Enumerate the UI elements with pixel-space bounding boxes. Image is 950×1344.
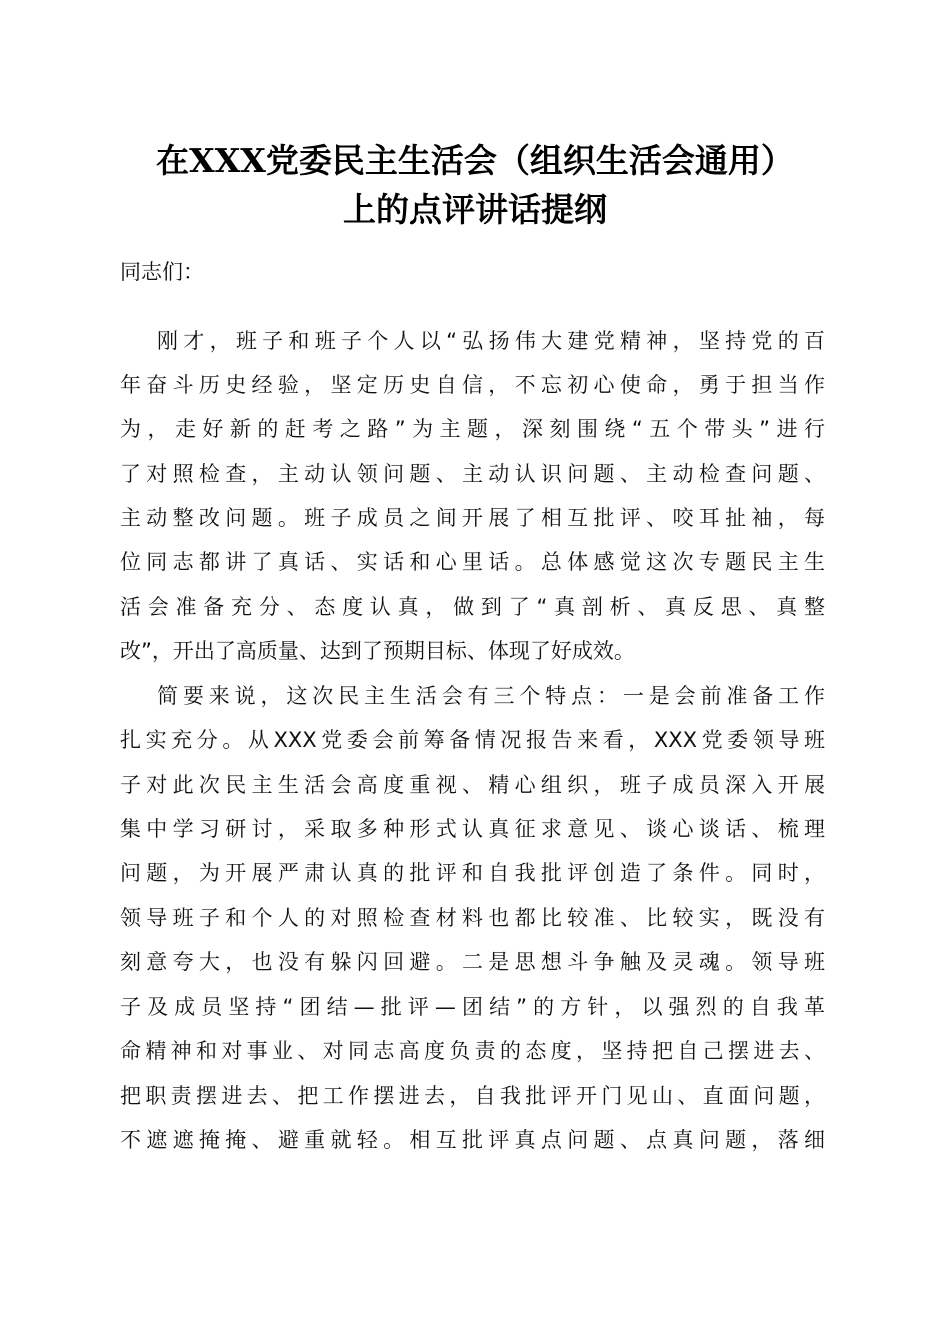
paragraph-1-line: 为，走好新的赶考之路”为主题，深刻围绕“五个带头”进行 bbox=[120, 417, 825, 441]
paragraph-1-line: 位同志都讲了真话、实话和心里话。总体感觉这次专题民主生 bbox=[120, 550, 825, 574]
paragraph-1-line: 改”，开出了高质量、达到了预期目标、体现了好成效。 bbox=[120, 639, 635, 663]
paragraph-2-line: 命精神和对事业、对同志高度负责的态度，坚持把自己摆进去、 bbox=[120, 1039, 825, 1063]
paragraph-2-line: 不遮遮掩掩、避重就轻。相互批评真点问题、点真问题，落细 bbox=[120, 1128, 825, 1152]
paragraph-1-line: 主动整改问题。班子成员之间开展了相互批评、咬耳扯袖，每 bbox=[120, 506, 825, 530]
paragraph-2-line: 领导班子和个人的对照检查材料也都比较准、比较实，既没有 bbox=[120, 906, 825, 930]
paragraph-2-line: 简要来说，这次民主生活会有三个特点：一是会前准备工作 bbox=[157, 684, 825, 708]
paragraph-1-line: 刚才，班子和班子个人以“弘扬伟大建党精神，坚持党的百 bbox=[157, 329, 825, 353]
paragraph-1-line: 活会准备充分、态度认真，做到了“真剖析、真反思、真整 bbox=[120, 595, 825, 619]
paragraph-2-line: 刻意夸大，也没有躲闪回避。二是思想斗争触及灵魂。领导班 bbox=[120, 950, 825, 974]
title-line-1: 在XXX党委民主生活会（组织生活会通用） bbox=[156, 141, 794, 180]
paragraph-2-line: 子对此次民主生活会高度重视、精心组织，班子成员深入开展 bbox=[120, 773, 825, 797]
title-line-2: 上的点评讲话提纲 bbox=[343, 190, 607, 229]
salutation: 同志们： bbox=[120, 260, 204, 284]
paragraph-2-line: 子及成员坚持“团结—批评—团结”的方针，以强烈的自我革 bbox=[120, 995, 825, 1019]
document-title bbox=[100, 136, 850, 234]
paragraph-2-line: 集中学习研讨，采取多种形式认真征求意见、谈心谈话、梳理 bbox=[120, 817, 825, 841]
paragraph-1-line: 了对照检查，主动认领问题、主动认识问题、主动检查问题、 bbox=[120, 462, 825, 486]
paragraph-1-line: 年奋斗历史经验，坚定历史自信，不忘初心使命，勇于担当作 bbox=[120, 373, 825, 397]
paragraph-2-line: 问题，为开展严肃认真的批评和自我批评创造了条件。同时， bbox=[120, 861, 825, 885]
paragraph-2-line: 扎实充分。从XXX党委会前筹备情况报告来看，XXX党委领导班 bbox=[120, 728, 825, 752]
paragraph-2-line: 把职责摆进去、把工作摆进去，自我批评开门见山、直面问题， bbox=[120, 1084, 825, 1108]
